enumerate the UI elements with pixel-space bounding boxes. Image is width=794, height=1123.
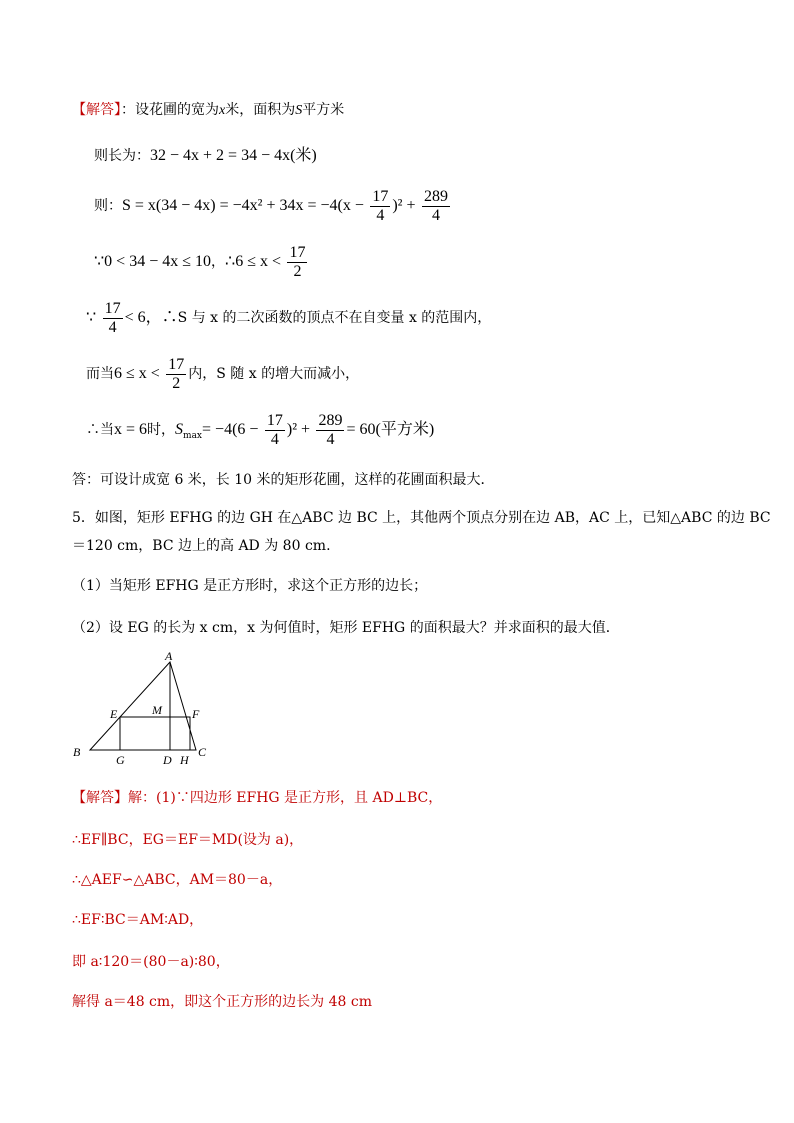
solution2-line3: ∴△AEF∽△ABC，AM＝80－a，: [72, 872, 283, 888]
area-expression-line: 则：S = x(34 − 4x) = −4x² + 34x = −4(x − $\frac{17}{4}$ )² + $\frac{289}{4}$: [94, 187, 448, 224]
question-2: （2）设 EG 的长为 x cm，x 为何值时，矩形 EFHG 的面积最大？并求面积的最大值．: [72, 620, 620, 636]
solution-tag: 【解答】: [72, 790, 128, 806]
label-E: E: [110, 707, 118, 721]
triangle-figure: [70, 650, 220, 768]
vertex-line: ∵ $\frac{17}{4}$ < 6，∴S 与 x 的二次函数的顶点不在自变量 x 的范围内，: [86, 299, 492, 336]
label-G: G: [116, 753, 125, 767]
solution-tag: 【解答】: [72, 102, 121, 118]
solution2-line6: 解得 a＝48 cm，即这个正方形的边长为 48 cm: [72, 994, 373, 1010]
solution2-line1: 【解答】解：(1)∵四边形 EFHG 是正方形，且 AD⊥BC，: [72, 790, 443, 806]
fraction: $\frac{17}{4}$: [266, 411, 283, 448]
label-D: D: [163, 753, 172, 767]
label-F: F: [192, 707, 200, 721]
label-C: C: [198, 745, 207, 759]
problem-stem-line1: 5．如图，矩形 EFHG 的边 GH 在△ABC 边 BC 上，其他两个顶点分别在边 AB，AC 上，已知△ABC 的边 BC: [72, 510, 771, 526]
label-A: A: [165, 650, 173, 663]
range-line: ∵0 < 34 − 4x ≤ 10，∴6 ≤ x < $\frac{17}{2}$: [94, 243, 306, 280]
max-line: ∴当x = 6时，$S_{max}= -4(6$ − $\frac{17}{4}$ )² + $\frac{289}{4}$ = 60(平方米): [86, 411, 435, 448]
label-M: M: [152, 703, 162, 717]
decreasing-line: 而当6 ≤ x < $\frac{17}{2}$ 内，S 随 x 的增大而减小，: [86, 355, 360, 392]
fraction: $\frac{17}{2}$: [168, 355, 185, 392]
fraction: $\frac{17}{2}$: [289, 243, 306, 280]
solution2-line5: 即 a∶120＝(80－a)∶80，: [72, 954, 230, 970]
question-1: （1）当矩形 EFHG 是正方形时，求这个正方形的边长；: [72, 578, 428, 594]
label-B: B: [73, 745, 81, 759]
rectangle-efhg: [120, 717, 190, 750]
problem-stem-line2: ＝120 cm，BC 边上的高 AD 为 80 cm.: [72, 538, 331, 554]
solution2-line2: ∴EF∥BC，EG＝EF＝MD(设为 a)，: [72, 832, 304, 848]
solution2-line4: ∴EF∶BC＝AM∶AD，: [72, 912, 204, 928]
label-H: H: [180, 753, 189, 767]
solution-intro: 【解答】：设花圃的宽为x米，面积为S平方米: [72, 102, 345, 118]
fraction: $\frac{17}{4}$: [372, 187, 389, 224]
fraction: $\frac{289}{4}$: [318, 411, 343, 448]
fraction: $\frac{289}{4}$: [423, 187, 448, 224]
triangle-abc: [90, 662, 196, 750]
fraction: $\frac{17}{4}$: [104, 299, 121, 336]
answer-line: 答：可设计成宽 6 米，长 10 米的矩形花圃，这样的花圃面积最大．: [72, 472, 495, 488]
length-line: 则长为：32 − 4x + 2 = 34 − 4x(米): [94, 147, 317, 164]
